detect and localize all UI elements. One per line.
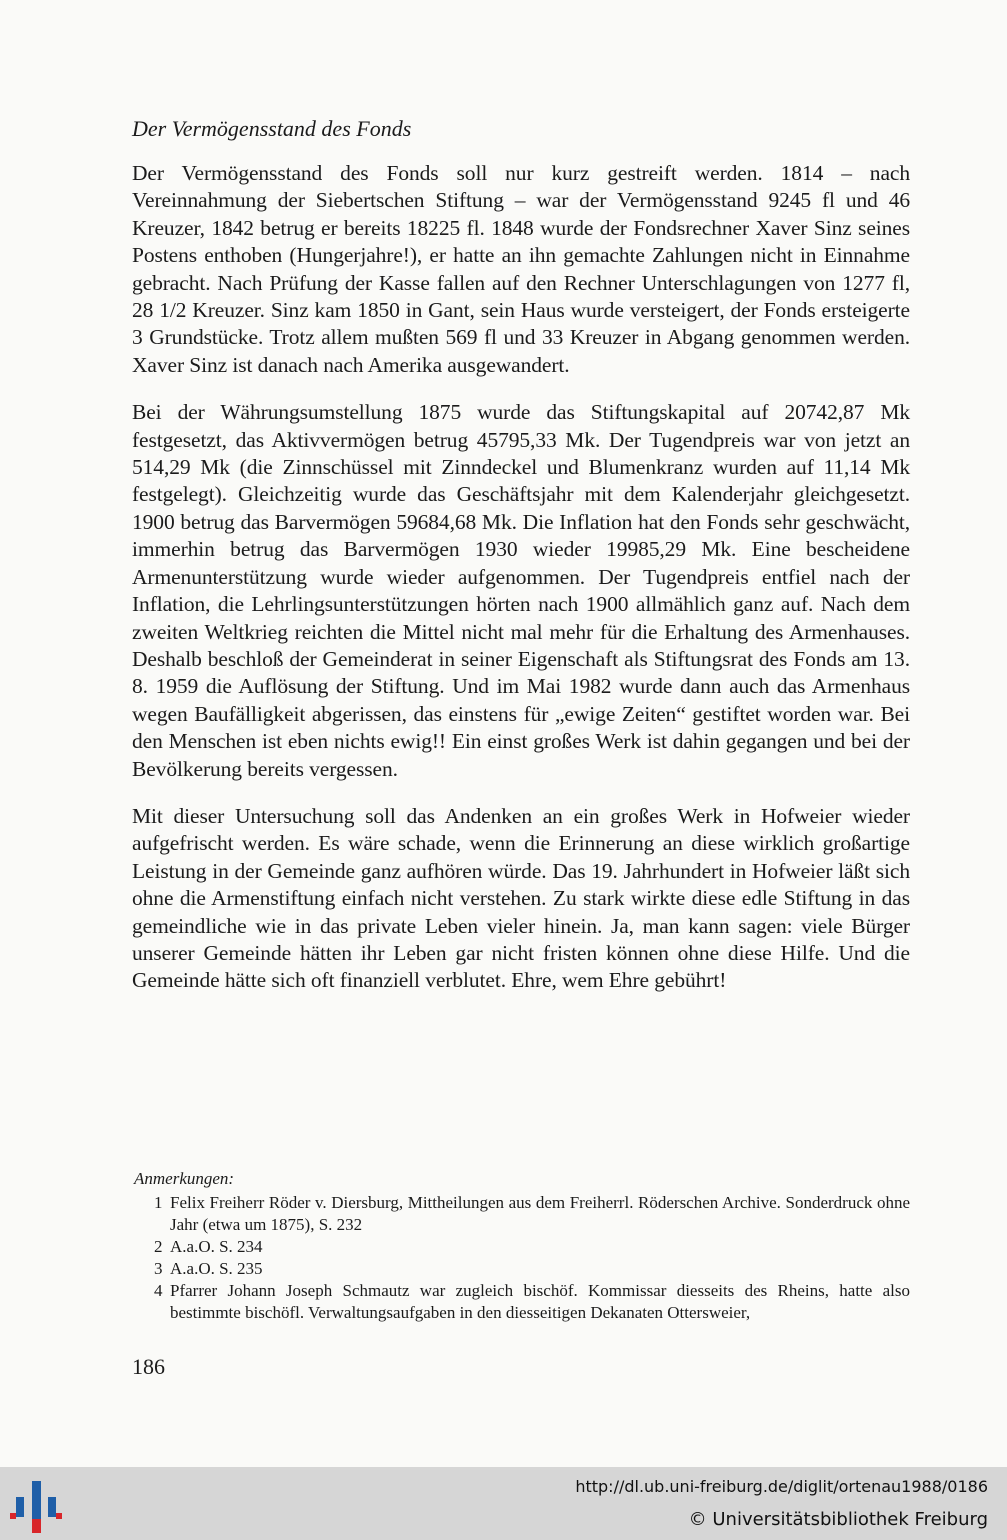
footnote-3 — [132, 1258, 910, 1280]
footnote-number: 1 — [154, 1193, 163, 1212]
main-text — [132, 114, 910, 1015]
footnote-text: A.a.O. S. 235 — [170, 1259, 263, 1278]
paragraph-3: Mit dieser Untersuchung soll das Andenken an ein großes Werk in Hofweier wieder aufgefrischt werden. Es wäre schade, wenn die Erinnerung an diese wirklich großartige Leistung in der Gemeinde ganz aufhören würde. Das 19. Jahrhundert in Hofweier läßt sich ohne die Armenstiftung einfach nicht verstehen. Zu stark wirkte diese edle Stiftung in das gemeindliche wie in das private Leben vieler hinein. Ja, man kann sagen: viele Bürger unserer Gemeinde hätten ihr Leben gar nicht fristen können ohne diese Hilfe. Und die Gemeinde hätte sich oft finanziell verblutet. Ehre, wem Ehre gebührt! — [132, 803, 910, 993]
logo-red-bar — [32, 1519, 41, 1533]
footnotes — [132, 1168, 910, 1324]
source-url-link[interactable]: http://dl.ub.uni-freiburg.de/diglit/ortenau1988/0186 — [575, 1477, 988, 1496]
copyright-text: © Universitätsbibliothek Freiburg — [688, 1509, 988, 1530]
section-heading: Der Vermögensstand des Fonds — [132, 116, 412, 141]
footnote-4 — [132, 1280, 910, 1324]
footnote-number: 4 — [154, 1281, 163, 1300]
footnote-number: 2 — [154, 1237, 163, 1256]
footnote-text: A.a.O. S. 234 — [170, 1237, 263, 1256]
logo-blue-bar — [32, 1481, 41, 1519]
paragraph-2: Bei der Währungsumstellung 1875 wurde das Stiftungskapital auf 20742,87 Mk festgesetzt, das Aktivvermögen betrug 45795,33 Mk. Der Tugendpreis war von jetzt an 514,29 Mk (die Zinnschüssel mit Zinndeckel und Blumenkranz wurden auf 11,14 Mk festgelegt). Gleichzeitig wurde das Geschäftsjahr mit dem Kalenderjahr gleichgesetzt. 1900 betrug das Barvermögen 59684,68 Mk. Die Inflation hat den Fonds sehr geschwächt, immerhin betrug das Barvermögen 1930 wieder 19985,29 Mk. Eine bescheidene Armenunterstützung wurde wieder aufgenommen. Der Tugendpreis entfiel nach der Inflation, die Lehrlingsunterstützungen hörten nach 1900 allmählich ganz auf. Nach dem zweiten Weltkrieg reichten die Mittel nicht mal mehr für die Erhaltung des Armenhauses. Deshalb beschloß der Gemeinderat in seiner Eigenschaft als Stiftungsrat des Fonds am 13. 8. 1959 die Auflösung der Stiftung. Und im Mai 1982 wurde dann auch das Armenhaus wegen Baufälligkeit abgerissen, das einstens für „ewige Zeiten“ gestiftet worden war. Bei den Menschen ist eben nichts ewig!! Ein einst großes Werk ist dahin gegangen und bei der Bevölkerung bereits vergessen. — [132, 400, 910, 781]
footnote-2 — [132, 1236, 910, 1258]
paragraph-1: Der Vermögensstand des Fonds soll nur kurz gestreift werden. 1814 – nach Vereinnahmung der Siebertschen Stiftung – war der Vermögensstand 9245 fl und 46 Kreuzer, 1842 betrug er bereits 18225 fl. 1848 wurde der Fondsrechner Xaver Sinz seines Postens enthoben (Hungerjahre!), er hatte an ihn gemachte Zahlungen nicht in Einnahme gebracht. Nach Prüfung der Kasse fallen auf den Rechner Unterschlagungen von 1277 fl, 28 1/2 Kreuzer. Sinz kam 1850 in Gant, sein Haus wurde versteigert, der Fonds ersteigerte 3 Grundstücke. Trotz allem mußten 569 fl und 33 Kreuzer in Abgang genommen werden. Xaver Sinz ist danach nach Amerika ausgewandert. — [132, 161, 910, 377]
footnote-text: Pfarrer Johann Joseph Schmautz war zugleich bischöf. Kommissar diesseits des Rheins, hatte also bestimmte bischöfl. Verwaltungsaufgaben in den diesseitigen Dekanaten Ottersweier, — [170, 1281, 910, 1322]
notes-heading: Anmerkungen: — [134, 1169, 235, 1188]
logo-right-bar — [48, 1497, 56, 1517]
footer-bar — [0, 1467, 1007, 1540]
footnote-1 — [132, 1192, 910, 1236]
library-logo-icon[interactable] — [8, 1479, 68, 1535]
page-number: 186 — [132, 1354, 165, 1379]
logo-left-dot — [10, 1513, 16, 1519]
logo-left-bar — [16, 1497, 24, 1517]
footnote-text: Felix Freiherr Röder v. Diersburg, Mittheilungen aus dem Freiherrl. Röderschen Archive. Sonderdruck ohne Jahr (etwa um 1875), S. 232 — [170, 1193, 910, 1234]
footnote-number: 3 — [154, 1259, 163, 1278]
logo-right-dot — [56, 1513, 62, 1519]
